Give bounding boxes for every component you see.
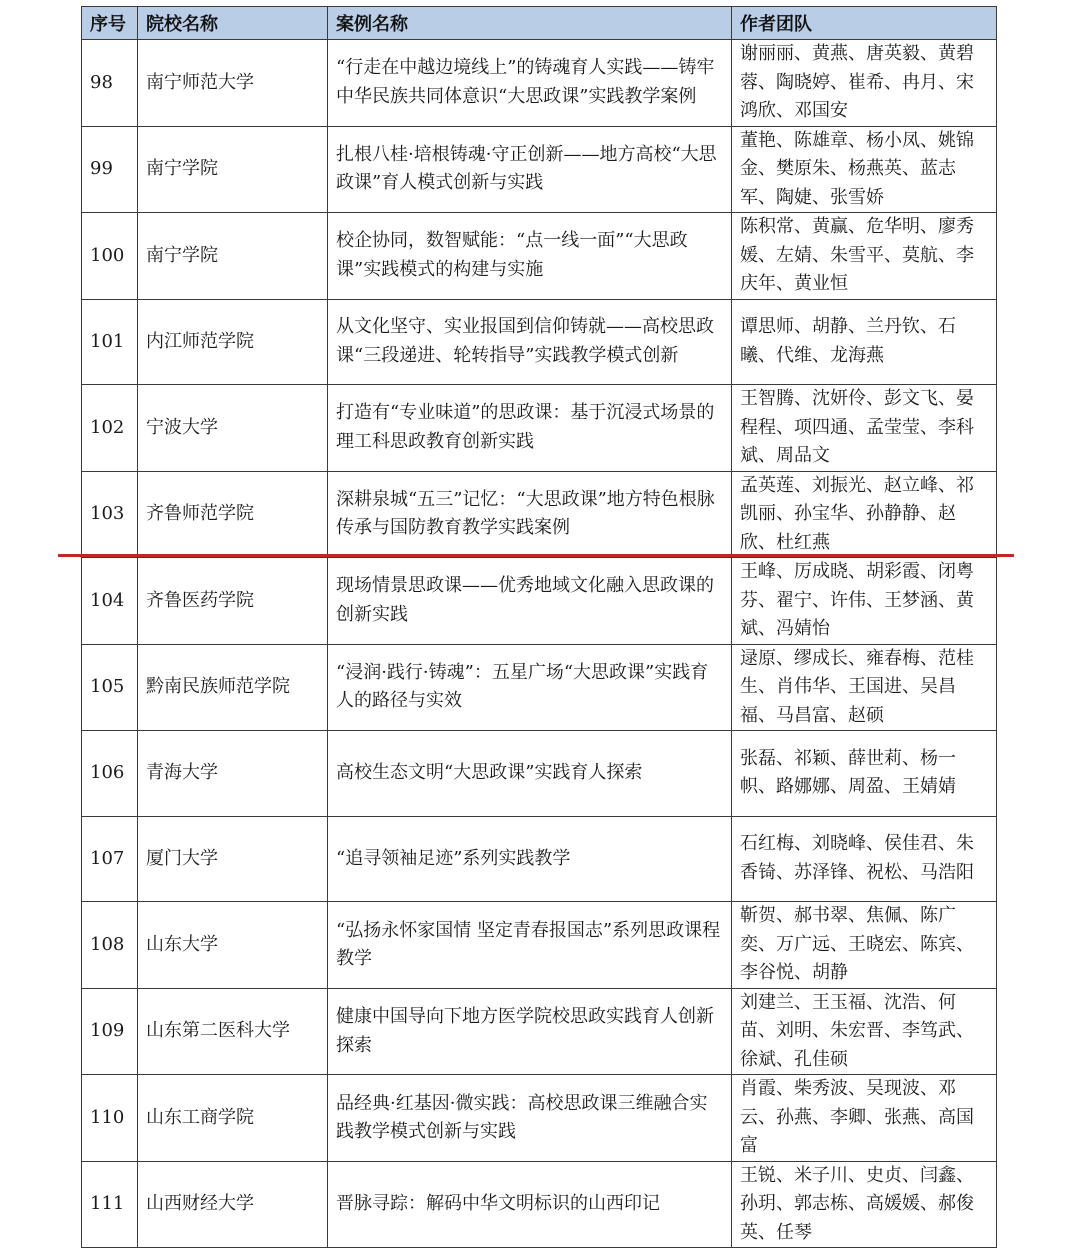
cell-school: 山西财经大学 [138,1161,328,1248]
cell-case-title: “浸润·践行·铸魂”：五星广场“大思政课”实践育人的路径与实效 [328,644,732,731]
cell-num: 98 [82,40,138,127]
table-row [82,1161,997,1248]
table-row [82,40,997,127]
header-authors: 作者团队 [732,7,997,40]
cell-authors: 孟英莲、刘振光、赵立峰、祁凯丽、孙宝华、孙静静、赵欣、杜红燕 [732,471,997,558]
cell-authors: 董艳、陈雄章、杨小凤、姚锦金、樊原朱、杨燕英、蓝志军、陶婕、张雪娇 [732,126,997,213]
cell-case-title: 校企协同，数智赋能：“点一线一面”“大思政课”实践模式的构建与实施 [328,213,732,300]
cell-school: 青海大学 [138,731,328,817]
cell-num: 102 [82,385,138,472]
table-row [82,471,997,558]
cell-authors: 刘建兰、王玉福、沈浩、何苗、刘明、朱宏晋、李笃武、徐斌、孔佳硕 [732,988,997,1075]
table-row [82,126,997,213]
table-row [82,731,997,817]
cell-case-title: 品经典·红基因·微实践：高校思政课三维融合实践教学模式创新与实践 [328,1075,732,1162]
cell-case-title: 高校生态文明“大思政课”实践育人探索 [328,731,732,817]
cell-case-title: 晋脉寻踪：解码中华文明标识的山西印记 [328,1161,732,1248]
cell-authors: 谭思师、胡静、兰丹钦、石曦、代维、龙海燕 [732,299,997,385]
cell-school: 南宁师范大学 [138,40,328,127]
cell-num: 104 [82,558,138,645]
table-row [82,988,997,1075]
cell-authors: 陈积常、黄赢、危华明、廖秀媛、左婧、朱雪平、莫航、李庆年、黄业恒 [732,213,997,300]
table-row [82,385,997,472]
cell-school: 山东工商学院 [138,1075,328,1162]
cell-num: 110 [82,1075,138,1162]
cell-authors: 王峰、厉成晓、胡彩霞、闭粤芬、翟宁、许伟、王梦涵、黄斌、冯婧怡 [732,558,997,645]
table-body [82,40,997,1248]
cell-num: 111 [82,1161,138,1248]
cell-authors: 石红梅、刘晓峰、侯佳君、朱香锜、苏泽锋、祝松、马浩阳 [732,816,997,902]
table-row [82,558,997,645]
cell-school: 南宁学院 [138,213,328,300]
cell-authors: 张磊、祁颖、薛世莉、杨一帜、路娜娜、周盈、王婧婧 [732,731,997,817]
cell-num: 109 [82,988,138,1075]
cell-case-title: 现场情景思政课——优秀地域文化融入思政课的创新实践 [328,558,732,645]
red-marker-line [58,554,1014,557]
cell-case-title: 健康中国导向下地方医学院校思政实践育人创新探索 [328,988,732,1075]
cell-case-title: 打造有“专业味道”的思政课：基于沉浸式场景的理工科思政教育创新实践 [328,385,732,472]
cell-school: 齐鲁师范学院 [138,471,328,558]
cell-authors: 王锐、米子川、史贞、闫鑫、孙玥、郭志栋、高媛媛、郝俊英、任琴 [732,1161,997,1248]
cell-num: 103 [82,471,138,558]
cell-school: 山东第二医科大学 [138,988,328,1075]
cell-authors: 肖霞、柴秀波、吴现波、邓云、孙燕、李卿、张燕、高国富 [732,1075,997,1162]
table-row [82,213,997,300]
table-row [82,816,997,902]
cell-case-title: 从文化坚守、实业报国到信仰铸就——高校思政课“三段递进、轮转指导”实践教学模式创新 [328,299,732,385]
table-row [82,1075,997,1162]
cell-num: 105 [82,644,138,731]
table-row [82,902,997,989]
cell-school: 黔南民族师范学院 [138,644,328,731]
header-case: 案例名称 [328,7,732,40]
cell-authors: 靳贺、郝书翠、焦佩、陈广奕、万广远、王晓宏、陈宾、李谷悦、胡静 [732,902,997,989]
header-num: 序号 [82,7,138,40]
cell-num: 107 [82,816,138,902]
case-table [81,6,997,1248]
cell-num: 106 [82,731,138,817]
cell-case-title: 深耕泉城“五三”记忆：“大思政课”地方特色根脉传承与国防教育教学实践案例 [328,471,732,558]
cell-num: 100 [82,213,138,300]
cell-authors: 王智腾、沈妍伶、彭文飞、晏程程、项四通、孟莹莹、李科斌、周品文 [732,385,997,472]
cell-school: 厦门大学 [138,816,328,902]
table-header-row [82,7,997,40]
cell-num: 108 [82,902,138,989]
cell-school: 宁波大学 [138,385,328,472]
cell-case-title: 扎根八桂·培根铸魂·守正创新——地方高校“大思政课”育人模式创新与实践 [328,126,732,213]
table-row [82,299,997,385]
cell-school: 内江师范学院 [138,299,328,385]
cell-case-title: “行走在中越边境线上”的铸魂育人实践——铸牢中华民族共同体意识“大思政课”实践教学案例 [328,40,732,127]
cell-case-title: “追寻领袖足迹”系列实践教学 [328,816,732,902]
cell-authors: 谢丽丽、黄燕、唐英毅、黄碧蓉、陶晓婷、崔希、冉月、宋鸿欣、邓国安 [732,40,997,127]
cell-num: 99 [82,126,138,213]
cell-num: 101 [82,299,138,385]
cell-authors: 逯原、缪成长、雍春梅、范桂生、肖伟华、王国进、吴昌福、马昌富、赵硕 [732,644,997,731]
table-row [82,644,997,731]
cell-school: 齐鲁医药学院 [138,558,328,645]
cell-school: 山东大学 [138,902,328,989]
cell-school: 南宁学院 [138,126,328,213]
cell-case-title: “弘扬永怀家国情 坚定青春报国志”系列思政课程教学 [328,902,732,989]
header-school: 院校名称 [138,7,328,40]
